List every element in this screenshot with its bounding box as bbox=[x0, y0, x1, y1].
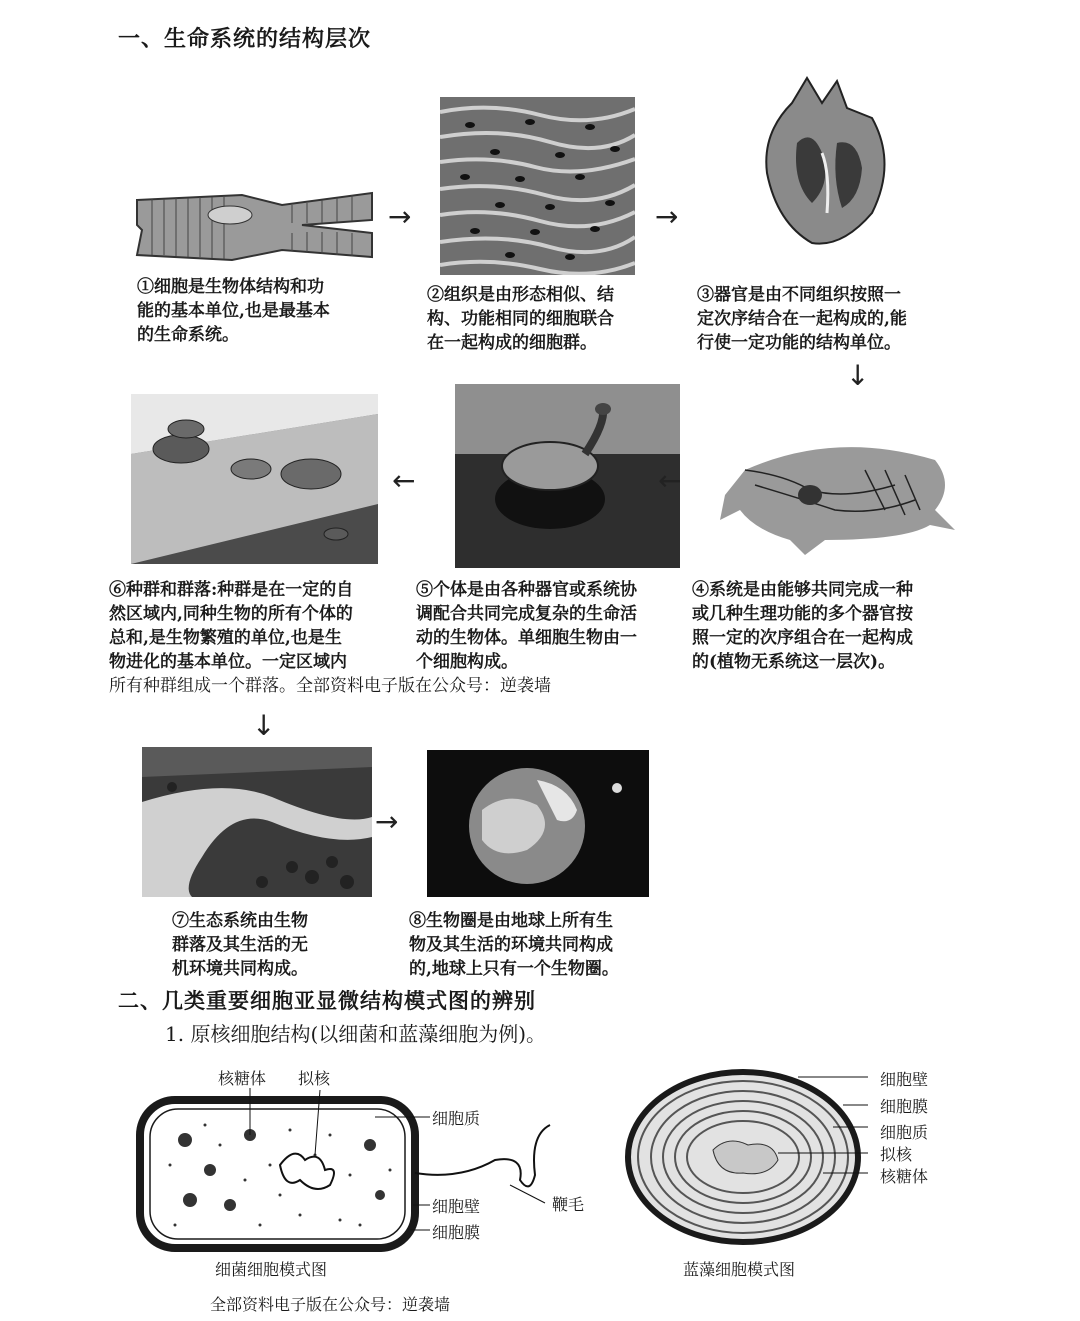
bacteria-caption: 细菌细胞模式图 bbox=[215, 1260, 328, 1279]
label-cytoplasm: 细胞质 bbox=[432, 1109, 481, 1128]
ecosystem-river-photo bbox=[142, 747, 372, 897]
cyano-label-cell-membrane: 细胞膜 bbox=[880, 1097, 929, 1116]
caption-individual: ⑤个体是由各种器官或系统协 调配合共同完成复杂的生命活 动的生物体。单细胞生物由一 个细胞构成。 bbox=[416, 580, 637, 672]
turtle-individual-photo bbox=[455, 384, 680, 568]
muscle-cell-illustration bbox=[132, 185, 377, 265]
label-nucleoid: 拟核 bbox=[298, 1069, 331, 1088]
caption-ecosystem: ⑦生态系统由生物 群落及其生活的无 机环境共同构成。 bbox=[172, 911, 308, 979]
earth-biosphere-photo bbox=[427, 750, 649, 897]
arrow-right-2: → bbox=[655, 200, 679, 233]
label-ribosome: 核糖体 bbox=[218, 1069, 267, 1088]
arrow-down-2: ↓ bbox=[252, 709, 276, 742]
turtle-population-photo bbox=[131, 394, 378, 564]
caption-population: ⑥种群和群落:种群是在一定的自 然区域内,同种生物的所有个体的 总和,是生物繁殖的单位,也是生 物进化的基本单位。一定区域内 所有种群组成一个群落。全部资料电子版在公众号：逆袭墙 bbox=[109, 580, 551, 696]
heart-illustration bbox=[752, 73, 902, 253]
arrow-left-2: ← bbox=[658, 464, 682, 497]
cyano-label-nucleoid: 拟核 bbox=[880, 1145, 913, 1164]
section2-subtitle: 1. 原核细胞结构(以细菌和蓝藻细胞为例)。 bbox=[165, 1022, 547, 1046]
arrow-right-3: → bbox=[375, 805, 399, 838]
footer-note: 全部资料电子版在公众号：逆袭墙 bbox=[210, 1295, 451, 1314]
arrow-down-1: ↓ bbox=[846, 359, 870, 392]
cyano-label-cytoplasm: 细胞质 bbox=[880, 1123, 929, 1142]
caption-system: ④系统是由能够共同完成一种 或几种生理功能的多个器官按 照一定的次序组合在一起构成 的(植物无系统这一层次)。 bbox=[692, 580, 913, 672]
arrow-right-1: → bbox=[388, 200, 412, 233]
cyano-label-cell-wall: 细胞壁 bbox=[880, 1070, 929, 1089]
caption-cell: ①细胞是生物体结构和功 能的基本单位,也是最基本 的生命系统。 bbox=[137, 277, 330, 345]
caption-biosphere: ⑧生物圈是由地球上所有生 物及其生活的环境共同构成 的,地球上只有一个生物圈。 bbox=[409, 911, 619, 979]
caption-tissue: ②组织是由形态相似、结 构、功能相同的细胞联合 在一起构成的细胞群。 bbox=[427, 285, 614, 353]
tissue-illustration bbox=[440, 97, 635, 275]
section1-title: 一、生命系统的结构层次 bbox=[118, 27, 372, 52]
bacteria-cell-diagram bbox=[130, 1085, 600, 1260]
cyano-label-ribosome: 核糖体 bbox=[880, 1167, 929, 1186]
label-flagellum: 鞭毛 bbox=[552, 1195, 585, 1214]
label-cell-membrane: 细胞膜 bbox=[432, 1223, 481, 1242]
label-cell-wall: 细胞壁 bbox=[432, 1197, 481, 1216]
section2-title: 二、几类重要细胞亚显微结构模式图的辨别 bbox=[118, 989, 536, 1013]
cyanobacteria-cell-diagram bbox=[618, 1065, 868, 1250]
caption-organ: ③器官是由不同组织按照一 定次序结合在一起构成的,能 行使一定功能的结构单位。 bbox=[697, 285, 907, 353]
cyanobacteria-caption: 蓝藻细胞模式图 bbox=[683, 1260, 796, 1279]
turtle-system-illustration bbox=[715, 430, 960, 560]
arrow-left-1: ← bbox=[392, 464, 416, 497]
